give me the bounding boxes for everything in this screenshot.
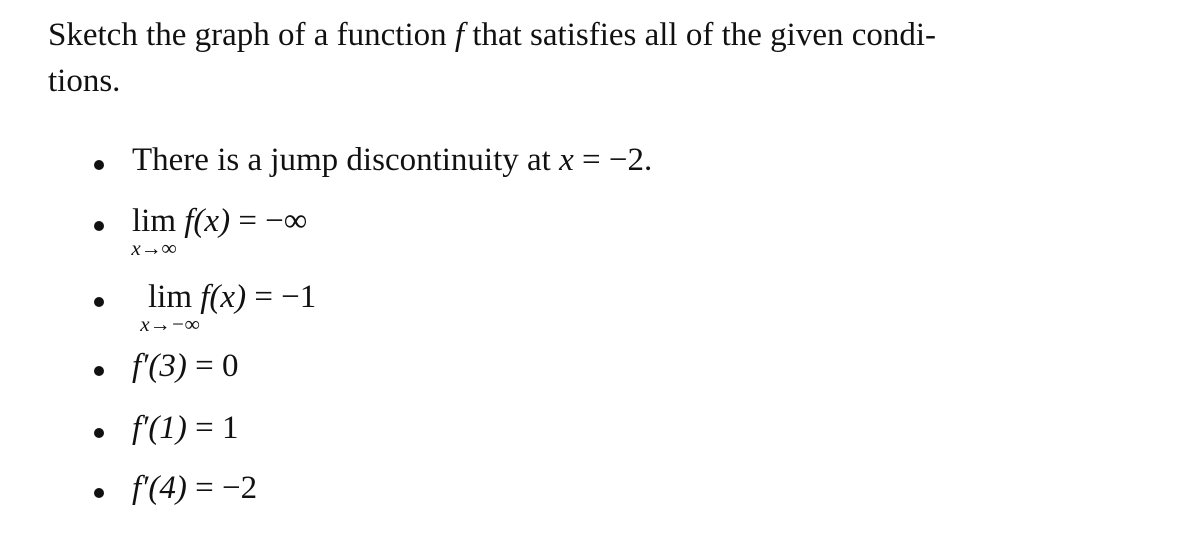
condition-item-derivative-1 [94,410,1094,470]
bullet-dot [94,160,104,170]
bullet-dot [94,488,104,498]
intro-text-after: that satisfies all of the given condi- [464,17,937,53]
limit-value: = −1 [246,279,317,315]
condition-item-limit-pos-inf [94,203,1094,263]
derivative-value: = −2 [186,470,258,506]
condition-item-derivative-3 [94,348,1094,408]
limit-subscript: x→∞ [131,236,177,260]
intro-text-before: Sketch the graph of a function [48,17,455,53]
bullet-dot [94,297,104,307]
bullet-dot [94,428,104,438]
limit-operator [131,203,177,260]
derivative-expression: f′(3) [132,348,187,384]
condition-text [132,348,239,385]
condition-jump-text: There is a jump discontinuity at [132,142,560,178]
limit-operator [140,279,200,336]
derivative-expression: f′(1) [132,410,187,446]
condition-text [132,142,652,179]
limit-function: f(x) [200,279,247,315]
derivative-expression: f′(4) [132,470,187,506]
condition-text [132,470,257,507]
condition-item-limit-neg-inf [94,279,1094,339]
derivative-value: = 0 [186,348,239,384]
limit-function: f(x) [184,203,231,239]
intro-text-line2: tions. [48,63,121,99]
limit-word: lim [132,203,177,239]
derivative-value: = 1 [186,410,239,446]
limit-subscript: x→−∞ [140,312,200,336]
condition-item-jump [94,142,1094,202]
limit-word: lim [148,279,193,315]
intro-function-symbol: f [454,17,465,53]
condition-jump-var: x [559,142,574,178]
condition-text [131,203,308,260]
condition-jump-rest: = −2. [573,142,653,178]
condition-text [140,279,317,336]
problem-statement [48,12,1158,104]
condition-item-derivative-4 [94,470,1094,530]
limit-value: = −∞ [230,203,308,239]
bullet-dot [94,221,104,231]
bullet-dot [94,366,104,376]
condition-text [132,410,239,447]
